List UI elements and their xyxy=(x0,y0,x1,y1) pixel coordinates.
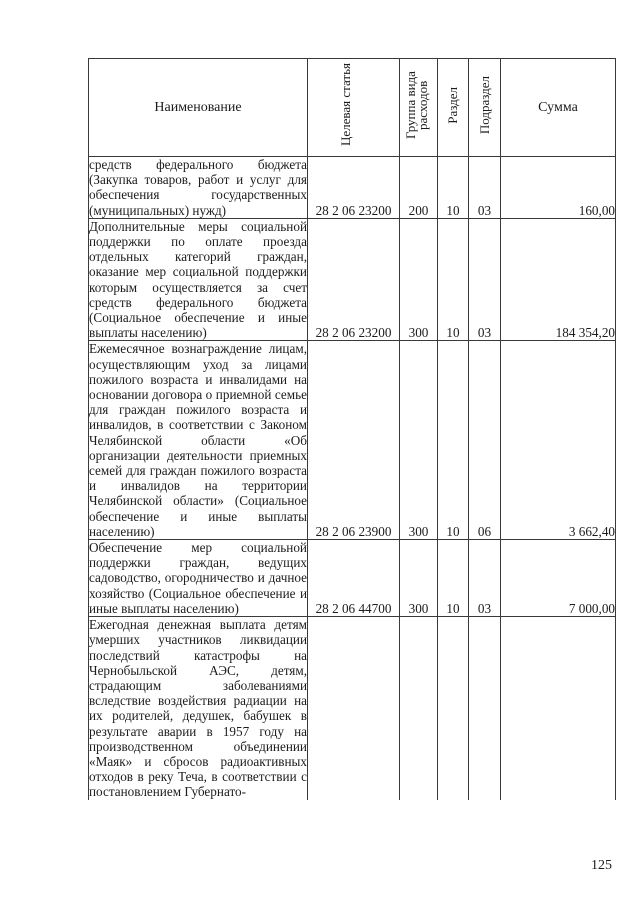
row-subsection: 03 xyxy=(469,218,501,341)
header-target-article: Целевая статья xyxy=(308,59,400,157)
row-target: 28 2 06 23900 xyxy=(308,341,400,540)
table-header-row xyxy=(89,59,616,157)
row-name: Обеспечение мер социальной поддержки граждан, ведущих садоводство, огородничество и дачное хозяйство (Социальное обеспечение и иные выплаты населению) xyxy=(89,540,307,616)
row-name: средств федерального бюджета (Закупка товаров, работ и услуг для обеспечения государственных (муниципальных) нужд) xyxy=(89,157,307,218)
budget-table xyxy=(88,58,616,800)
row-target: 28 2 06 23200 xyxy=(308,218,400,341)
header-section: Раздел xyxy=(438,59,469,157)
row-sum: 3 662,40 xyxy=(501,341,616,540)
table-row xyxy=(89,540,616,617)
row-section: 10 xyxy=(438,157,469,219)
row-name: Дополнительные меры социальной поддержки по оплате проезда отдельных категорий граждан, оказание мер социальной поддержки которым осуществляется за счет средств федерального бюджета (Социальное обеспечение и иные выплаты населению) xyxy=(89,218,307,341)
row-subsection xyxy=(469,617,501,800)
page-number: 125 xyxy=(591,858,612,873)
row-name: Ежемесячное вознаграждение лицам, осуществляющим уход за лицами пожилого возраста и инвалидами на основании договора о приемной семье для граждан пожилого возраста и инвалидов, в соответствии с Законом Челябинской области «Об организации деятельности приемных семей для граждан пожилого возраста и инвалидов на территории Челябинской области» (Социальное обеспечение и иные выплаты населению) xyxy=(89,341,307,539)
row-sum xyxy=(501,617,616,800)
row-group: 300 xyxy=(400,341,438,540)
row-group: 300 xyxy=(400,540,438,617)
table-row xyxy=(89,617,616,800)
table-row xyxy=(89,157,616,219)
row-sum: 184 354,20 xyxy=(501,218,616,341)
row-subsection: 03 xyxy=(469,157,501,219)
row-group xyxy=(400,617,438,800)
row-section: 10 xyxy=(438,341,469,540)
row-subsection: 03 xyxy=(469,540,501,617)
header-sum: Сумма xyxy=(501,59,616,157)
row-subsection: 06 xyxy=(469,341,501,540)
row-target: 28 2 06 44700 xyxy=(308,540,400,617)
table-row xyxy=(89,341,616,540)
row-section xyxy=(438,617,469,800)
row-sum: 160,00 xyxy=(501,157,616,219)
row-target xyxy=(308,617,400,800)
row-sum: 7 000,00 xyxy=(501,540,616,617)
table-row xyxy=(89,218,616,341)
header-expense-group: Группа вида расходов xyxy=(400,59,438,157)
header-subsection: Подраздел xyxy=(469,59,501,157)
row-name: Ежегодная денежная выплата детям умерших участников ликвидации последствий катастрофы на Чернобыльской АЭС, детям, страдающим заболеваниями вследствие воздействия радиации на их родителей, дедушек, бабушек в результате аварии в 1957 году на производственном объединении «Маяк» и сбросов радиоактивных отходов в реку Теча, в соответствии с постановлением Губернато- xyxy=(89,617,307,800)
header-name: Наименование xyxy=(89,59,308,157)
row-target: 28 2 06 23200 xyxy=(308,157,400,219)
row-group: 300 xyxy=(400,218,438,341)
row-section: 10 xyxy=(438,540,469,617)
row-group: 200 xyxy=(400,157,438,219)
row-section: 10 xyxy=(438,218,469,341)
